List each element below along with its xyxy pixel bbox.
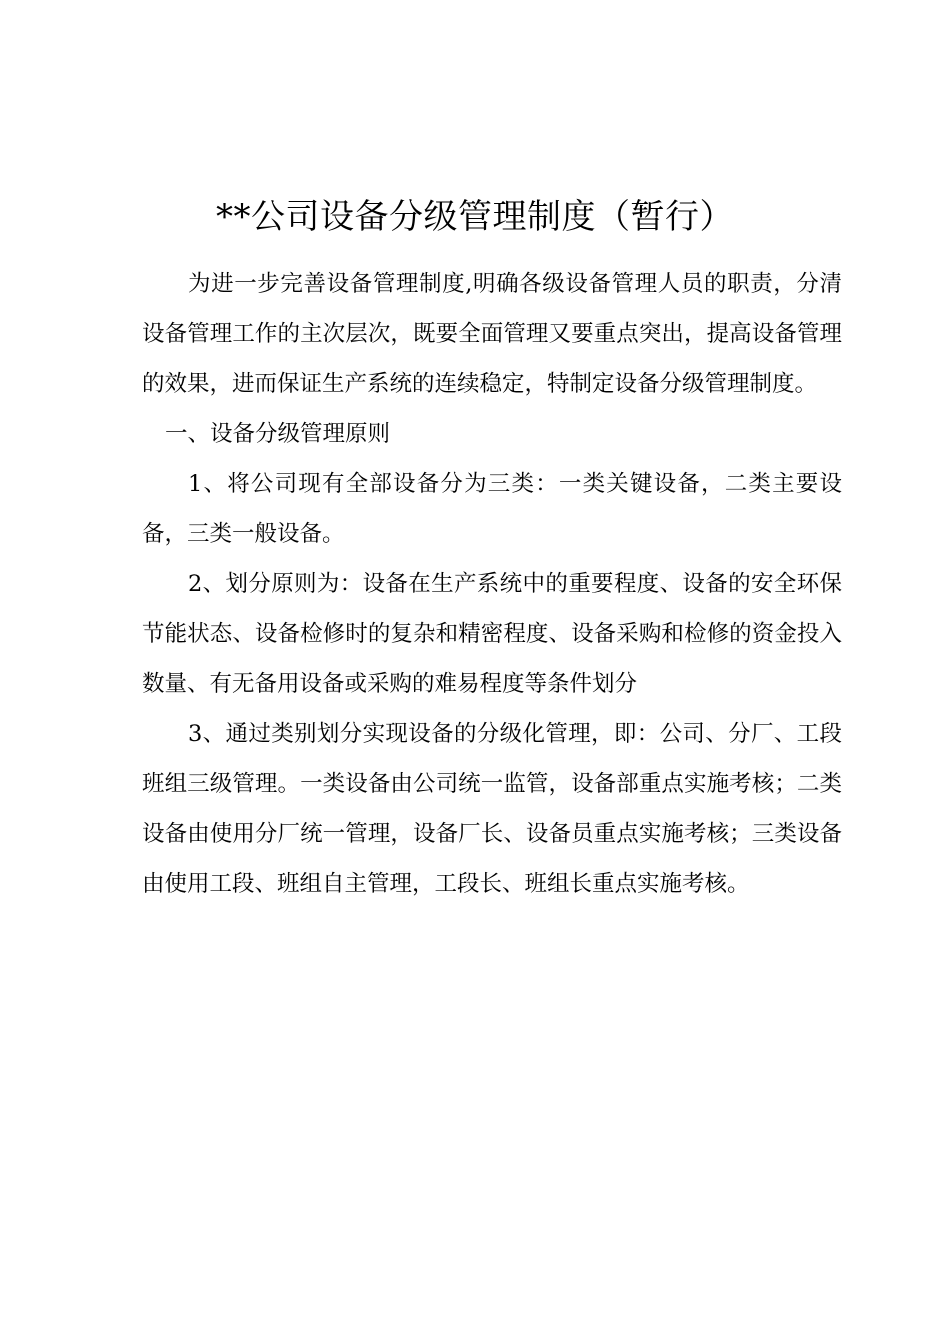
intro-paragraph: 为进一步完善设备管理制度,明确各级设备管理人员的职责，分清设备管理工作的主次层次，既要全面管理又要重点突出，提高设备管理的效果，进而保证生产系统的连续稳定，特制定设备分级管理制度。 — [142, 271, 842, 397]
section-heading: 一、设备分级管理原则 — [165, 421, 391, 447]
list-item-3: 3、通过类别划分实现设备的分级化管理，即：公司、分厂、工段班组三级管理。一类设备由公司统一监管，设备部重点实施考核；二类设备由使用分厂统一管理，设备厂长、设备员重点实施考核；三类设备由使用工段、班组自主管理，工段长、班组长重点实施考核。 — [142, 721, 842, 897]
document-title: **公司设备分级管理制度（暂行） — [216, 197, 734, 237]
document-body — [142, 259, 842, 909]
list-item-1: 1、将公司现有全部设备分为三类：一类关键设备，二类主要设备，三类一般设备。 — [142, 471, 842, 547]
list-item-2: 2、划分原则为：设备在生产系统中的重要程度、设备的安全环保节能状态、设备检修时的复杂和精密程度、设备采购和检修的资金投入数量、有无备用设备或采购的难易程度等条件划分 — [142, 571, 842, 697]
